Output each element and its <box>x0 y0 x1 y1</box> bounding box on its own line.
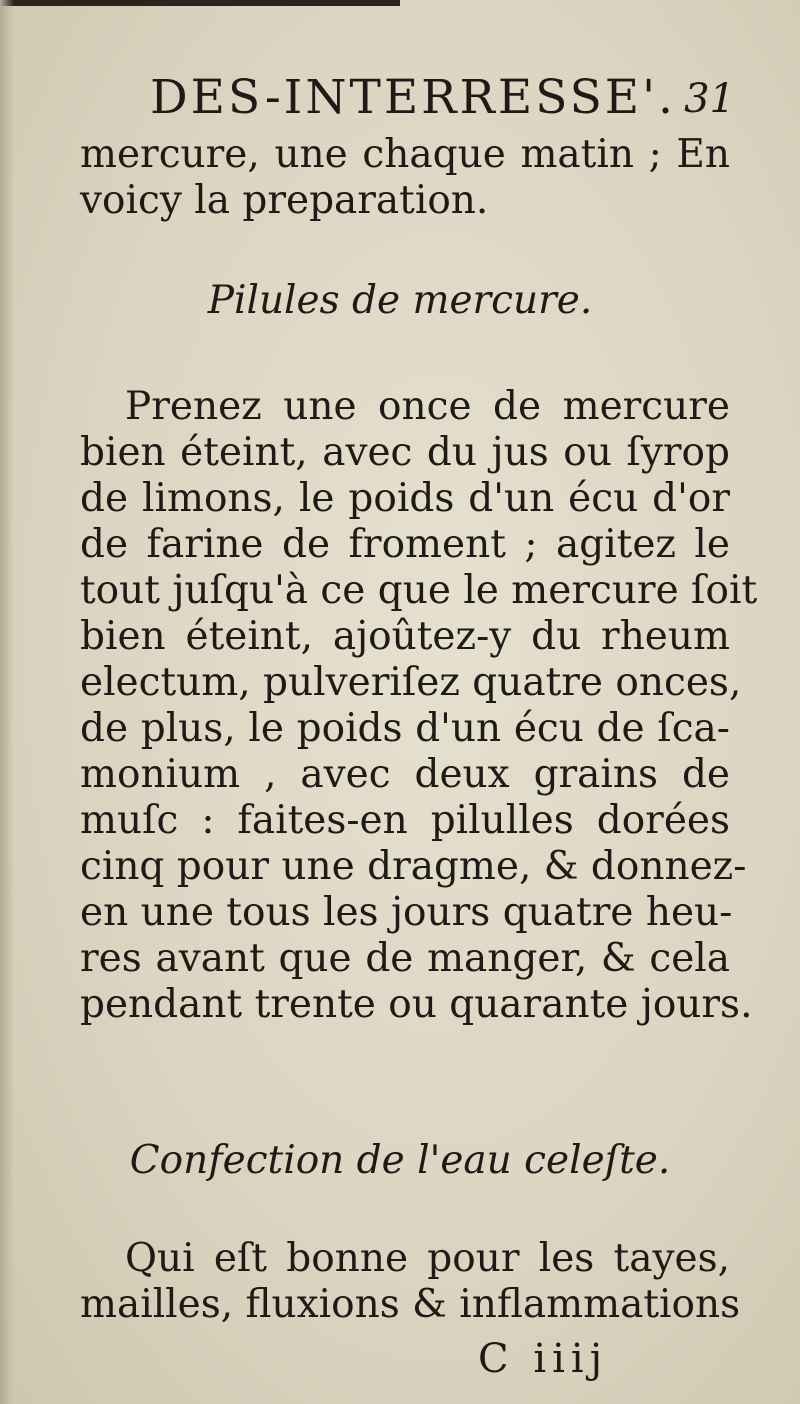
text-line: mercure, une chaque matin ; En <box>80 132 730 177</box>
text-line: Prenez une once de mercure <box>125 384 730 429</box>
text-line: muſc : faites-en pilulles dorées <box>80 798 730 843</box>
text-line: de plus, le poids d'un écu de ſca- <box>80 706 730 751</box>
running-head: DES-INTERRESSE'. <box>150 70 676 125</box>
text-line: cinq pour une dragme, & donnez- <box>80 844 747 889</box>
text-line: bien éteint, avec du jus ou ſyrop <box>80 430 730 475</box>
text-line: mailles, fluxions & inflammations <box>80 1282 741 1327</box>
page-number: 31 <box>684 76 735 122</box>
section-title-confection: Confection de l'eau celeſte. <box>129 1138 671 1183</box>
text-line: monium , avec deux grains de <box>80 752 730 797</box>
continuation-paragraph <box>80 132 730 224</box>
text-line: tout juſqu'à ce que le mercure ſoit <box>80 568 758 613</box>
text-line: en une tous les jours quatre heu- <box>80 890 733 935</box>
signature-mark: C iiij <box>478 1336 609 1382</box>
text-line: voicy la preparation. <box>80 178 489 223</box>
recipe-paragraph-confection <box>80 1236 741 1328</box>
text-line: res avant que de manger, & cela <box>80 936 730 981</box>
text-line: bien éteint, ajoûtez-y du rheum <box>80 614 730 659</box>
top-border-rule <box>0 0 400 6</box>
text-line: de limons, le poids d'un écu d'or <box>80 476 730 521</box>
text-line: electum, pulveriſez quatre onces, <box>80 660 742 705</box>
recipe-paragraph-pilules <box>80 384 758 1028</box>
page-header <box>150 70 735 134</box>
text-line: de farine de froment ; agitez le <box>80 522 730 567</box>
section-title-pilules: Pilules de mercure. <box>207 278 593 323</box>
text-line: Qui eſt bonne pour les tayes, <box>125 1236 730 1281</box>
page-edge-shadow <box>0 0 14 1404</box>
text-line: pendant trente ou quarante jours. <box>80 982 753 1027</box>
